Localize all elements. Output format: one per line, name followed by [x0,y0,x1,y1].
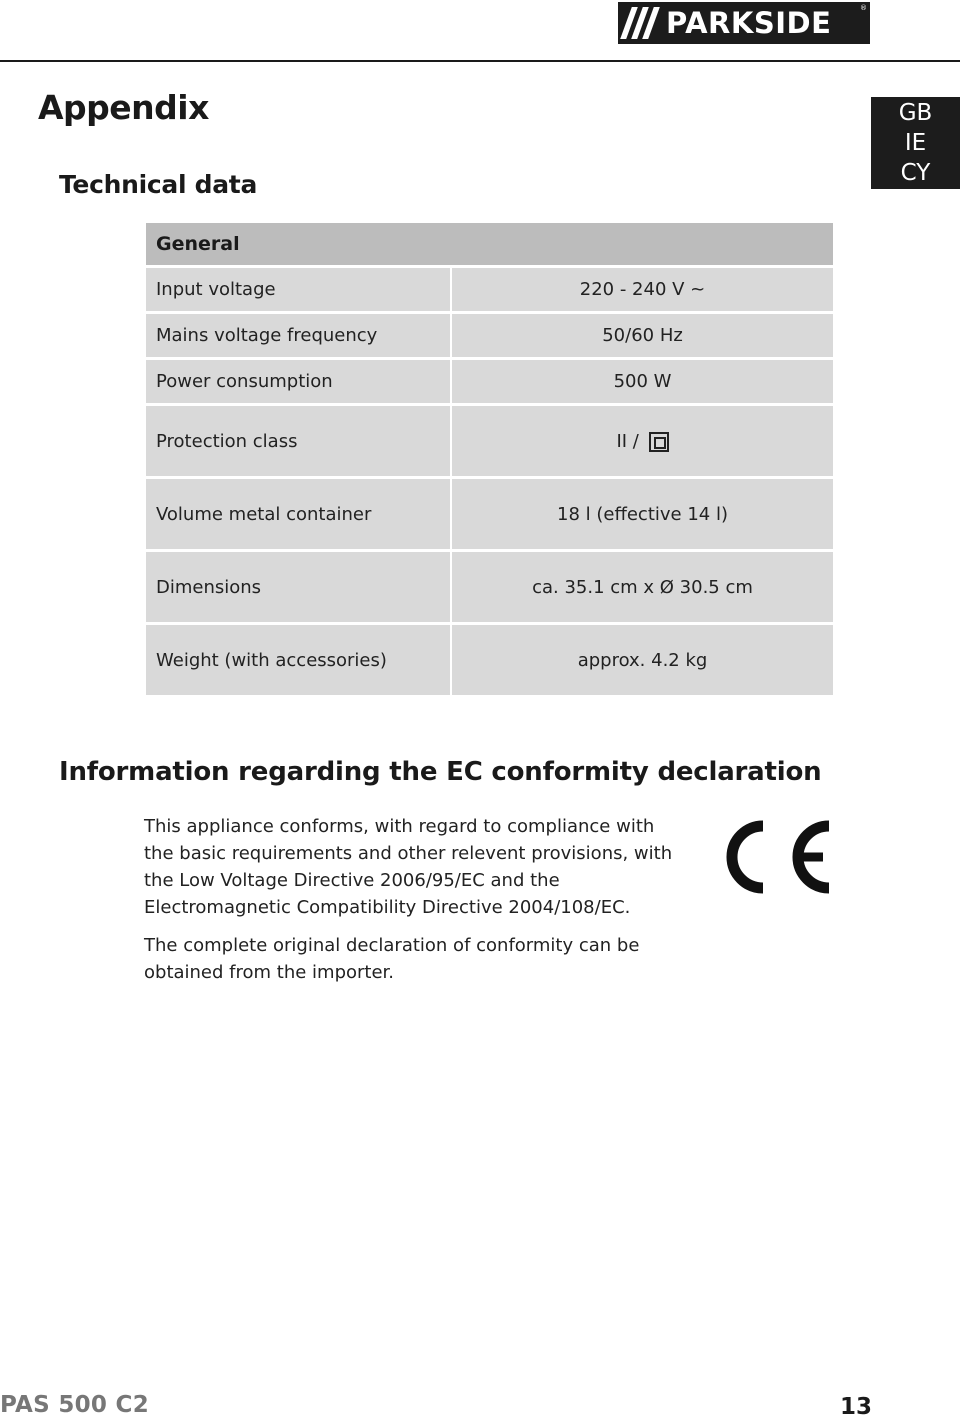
header-divider [0,60,960,62]
spec-value: 220 - 240 V ~ [452,268,833,311]
spec-value-cell [452,406,833,476]
language-code: CY [900,160,931,186]
parkside-logo [618,2,870,44]
ec-conformity-body [144,813,684,997]
table-row [146,268,833,311]
technical-data-table [144,220,835,698]
technical-data-heading: Technical data [59,170,258,199]
ec-paragraph: The complete original declaration of conformity can be obtained from the importer. [144,935,640,983]
language-code: GB [898,100,933,126]
table-row [146,406,833,476]
language-code: IE [904,130,927,156]
ec-paragraph: This appliance conforms, with regard to compliance with the basic requirements and other relevent provisions, with the Low Voltage Directive 2006/95/EC and the Electromagnetic Compatibility Directive 2004/108/EC. [144,816,673,918]
logo-slashes-icon [626,7,654,39]
group-heading: General [146,223,833,265]
spec-value: 50/60 Hz [452,314,833,357]
spec-label: Mains voltage frequency [146,314,450,357]
spec-label: Input voltage [146,268,450,311]
table-row [146,479,833,549]
table-row [146,360,833,403]
spec-value: ca. 35.1 cm x Ø 30.5 cm [452,552,833,622]
table-row [146,552,833,622]
footer-page-number: 13 [840,1394,873,1420]
ec-conformity-heading: Information regarding the EC conformity declaration [59,757,822,787]
spec-value: approx. 4.2 kg [452,625,833,695]
registered-mark: ® [860,4,867,12]
spec-value: 18 l (effective 14 l) [452,479,833,549]
language-codes-badge [871,97,960,189]
double-insulation-icon [649,432,669,452]
table-header-row [146,223,833,265]
spec-label: Power consumption [146,360,450,403]
spec-label: Protection class [146,406,450,476]
spec-label: Dimensions [146,552,450,622]
table-row [146,625,833,695]
page-title: Appendix [38,88,209,127]
ce-mark-icon [717,814,835,900]
table-row [146,314,833,357]
spec-label: Weight (with accessories) [146,625,450,695]
footer-model: PAS 500 C2 [0,1392,150,1418]
logo-wordmark: PARKSIDE [666,5,832,40]
spec-label: Volume metal container [146,479,450,549]
spec-value: II / [616,430,639,452]
spec-value: 500 W [452,360,833,403]
